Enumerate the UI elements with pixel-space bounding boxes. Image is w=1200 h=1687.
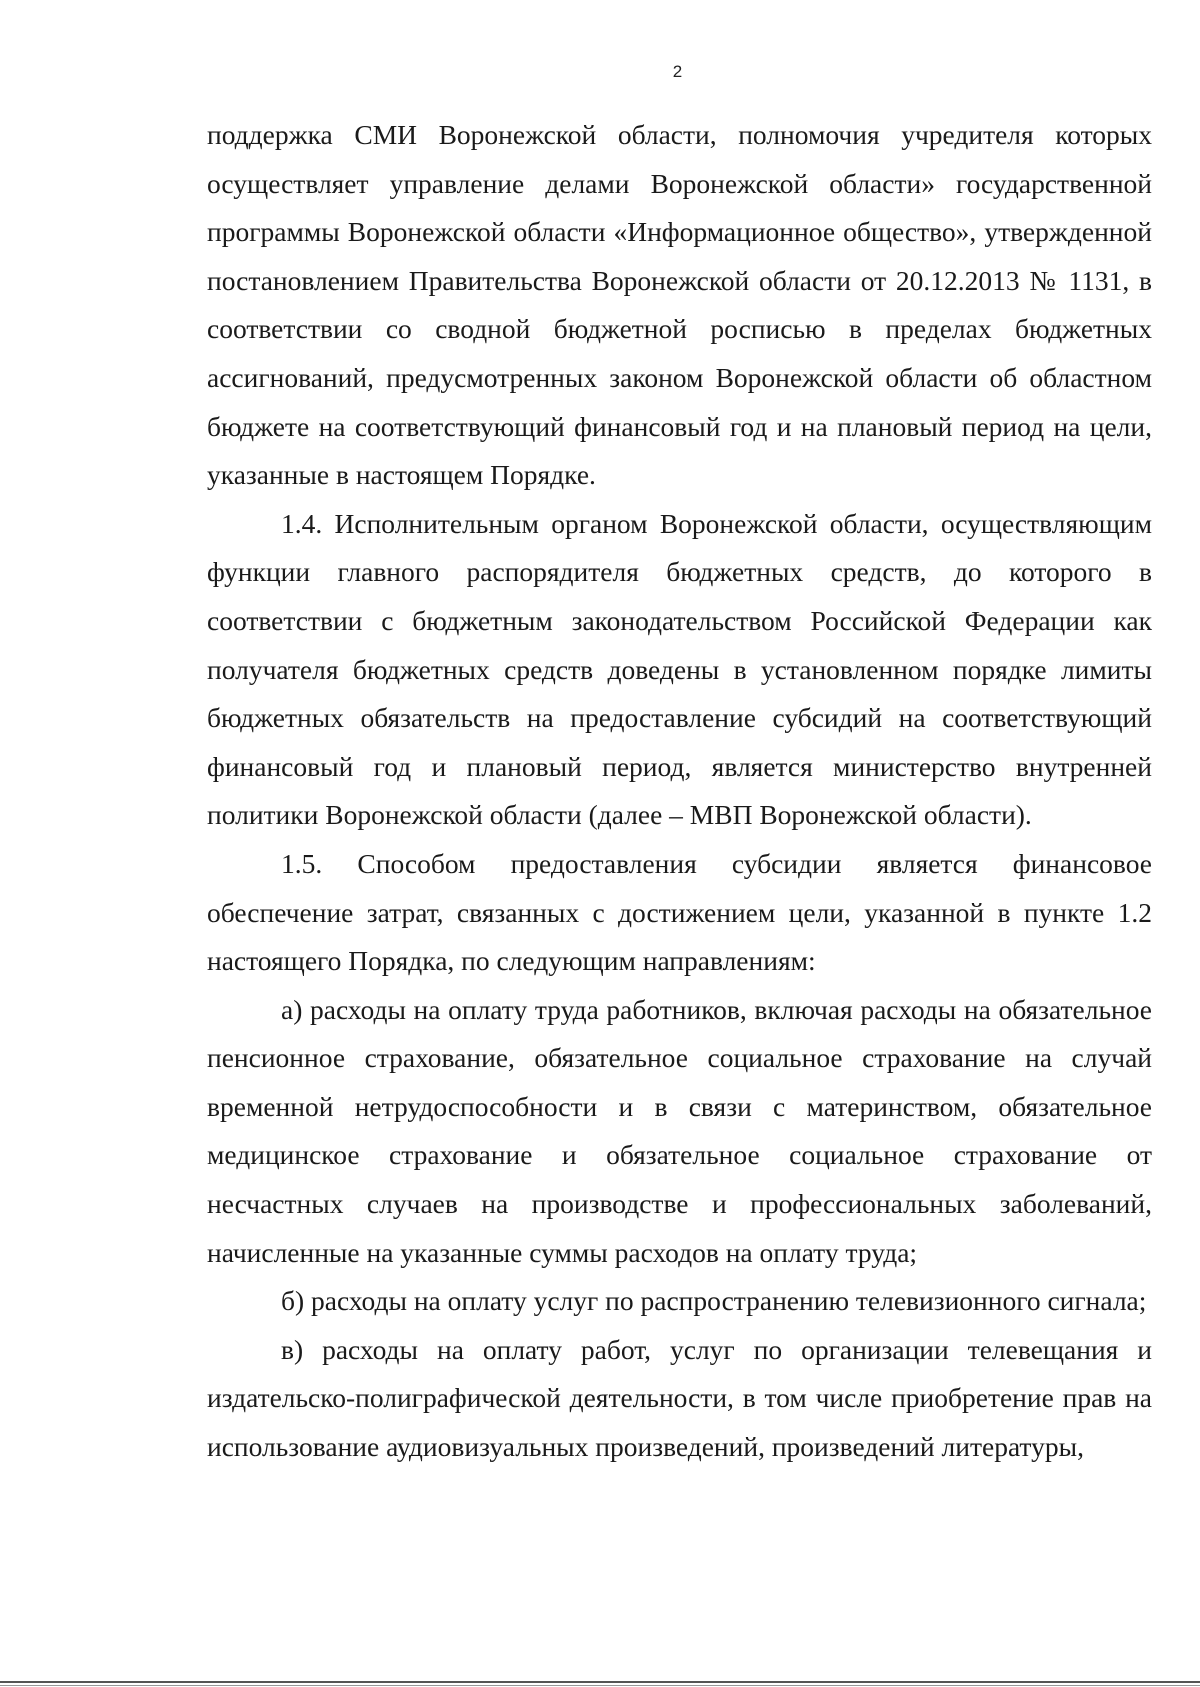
list-item-a: а) расходы на оплату труда работников, включая расходы на обязательное пенсионное страхование, обязательное социальное страхование на случай временной нетрудоспособности и в связи с материнством, обязательное медицинское страхование и обязательное социальное страхование от несчастных случаев на производстве и профессиональных заболеваний, начисленные на указанные суммы расходов на оплату труда; — [207, 993, 1152, 1268]
scan-edge-line-secondary — [0, 1685, 1200, 1686]
scan-edge-line — [0, 1681, 1200, 1683]
paragraph-1-4: 1.4. Исполнительным органом Воронежской области, осуществляющим функции главного распорядителя бюджетных средств, до которого в соответствии с бюджетным законодательством Российской Федерации как получателя бюджетных средств доведены в установленном порядке лимиты бюджетных обязательств на предоставление субсидий на соответствующий финансовый год и плановый период, является министерство внутренней политики Воронежской области (далее – МВП Воронежской области). — [207, 507, 1152, 831]
paragraph-continuation: поддержка СМИ Воронежской области, полномочия учредителя которых осуществляет управление делами Воронежской области» государственной программы Воронежской области «Информационное общество», утвержденной постановлением Правительства Воронежской области от 20.12.2013 № 1131, в соответствии со сводной бюджетной росписью в пределах бюджетных ассигнований, предусмотренных законом Воронежской области об областном бюджете на соответствующий финансовый год и на плановый период на цели, указанные в настоящем Порядке. — [207, 119, 1152, 491]
document-body — [207, 111, 1152, 1472]
page-number: 2 — [672, 62, 683, 81]
list-item-b: б) расходы на оплату услуг по распространению телевизионного сигнала; — [281, 1285, 1147, 1317]
paragraph-1-5: 1.5. Способом предоставления субсидии является финансовое обеспечение затрат, связанных с достижением цели, указанной в пункте 1.2 настоящего Порядка, по следующим направлениям: — [207, 847, 1152, 977]
list-item-v: в) расходы на оплату работ, услуг по организации телевещания и издательско-полиграфической деятельности, в том числе приобретение прав на использование аудиовизуальных произведений, произведений литературы, — [207, 1333, 1152, 1463]
